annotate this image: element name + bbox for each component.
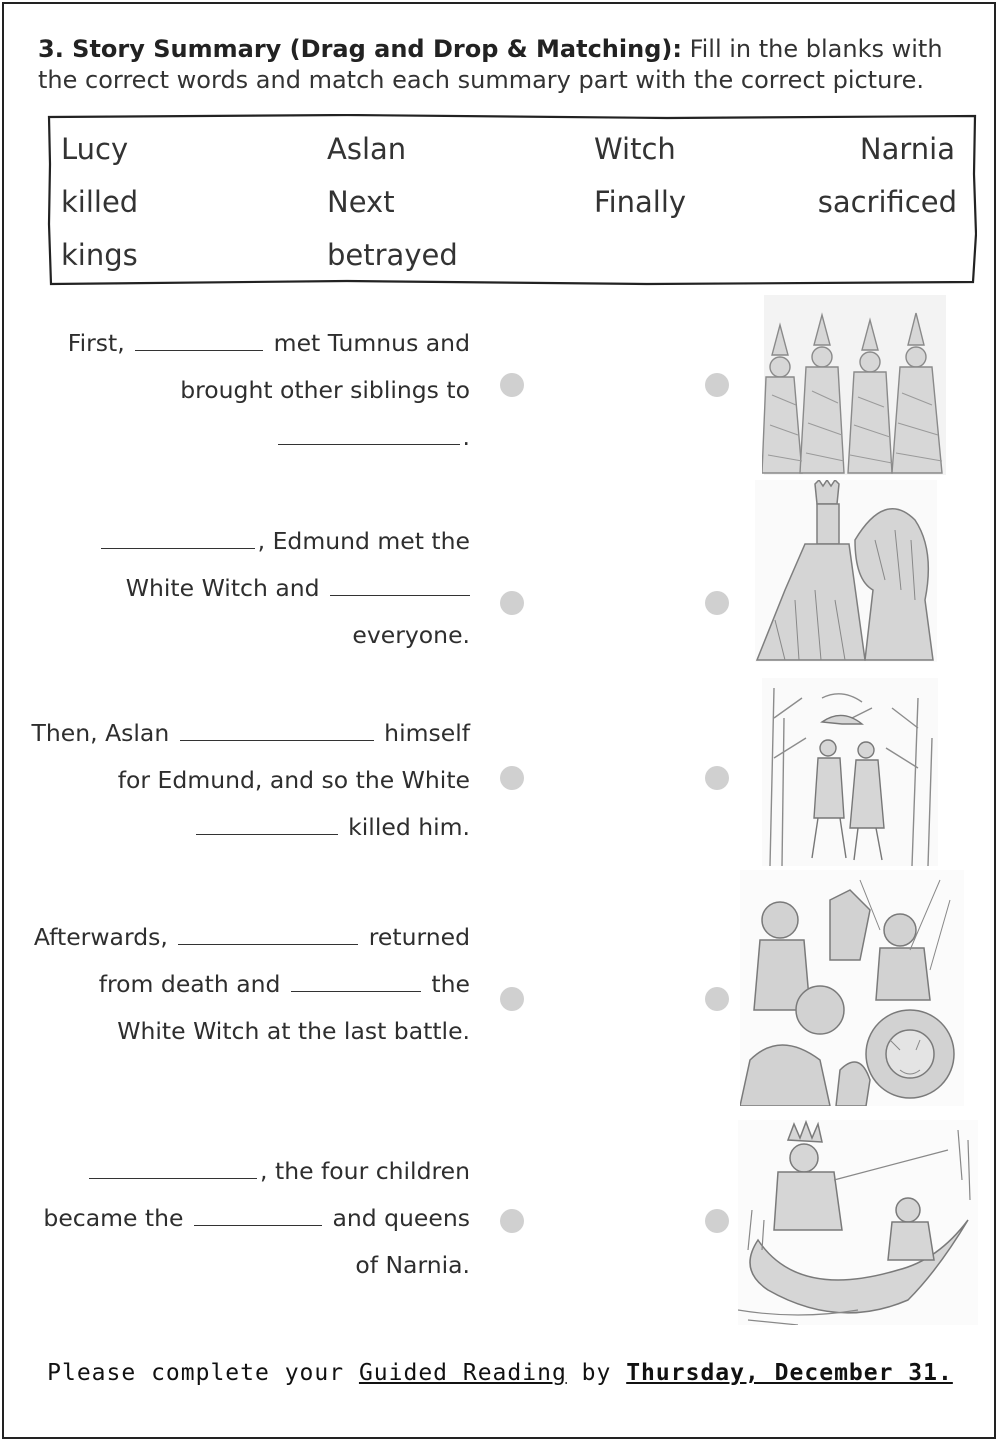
- match-dot-right-2[interactable]: [705, 591, 729, 615]
- match-dot-right-4[interactable]: [705, 987, 729, 1011]
- kings-and-queens-illustration-icon: [762, 295, 948, 477]
- word-tile-lucy[interactable]: Lucy: [61, 132, 129, 166]
- match-dot-left-3[interactable]: [500, 766, 524, 790]
- instructions: [38, 34, 968, 96]
- summary-part-1: First, met Tumnus and brought other siblings to .: [67, 329, 470, 451]
- blank-1b[interactable]: [278, 444, 460, 445]
- blank-4a[interactable]: [178, 944, 358, 945]
- match-dot-left-1[interactable]: [500, 373, 524, 397]
- word-tile-kings[interactable]: kings: [61, 238, 138, 272]
- blank-2a[interactable]: [101, 548, 255, 549]
- blank-3b[interactable]: [196, 834, 338, 835]
- instructions-text: Fill in the blanks with the correct words and match each summary part with the correct picture.: [38, 35, 943, 94]
- match-dot-left-5[interactable]: [500, 1209, 524, 1233]
- blank-2b[interactable]: [330, 595, 470, 596]
- witch-and-dwarf-illustration-icon: [755, 480, 937, 662]
- summary-part-4: Afterwards, returned from death and the White Witch at the last battle.: [33, 923, 470, 1045]
- word-tile-witch[interactable]: Witch: [594, 132, 676, 166]
- summary-part-2: , Edmund met the White Witch and everyone.: [0, 518, 470, 659]
- instructions-heading: 3. Story Summary (Drag and Drop & Matching):: [38, 35, 682, 63]
- guided-reading-link[interactable]: Guided Reading: [358, 1360, 567, 1386]
- word-tile-aslan[interactable]: Aslan: [327, 132, 407, 166]
- summary-part-3: Then, Aslan himself for Edmund, and so the White killed him.: [31, 719, 470, 841]
- match-dot-right-3[interactable]: [705, 766, 729, 790]
- match-dot-left-4[interactable]: [500, 987, 524, 1011]
- match-dot-right-5[interactable]: [705, 1209, 729, 1233]
- word-tile-killed[interactable]: killed: [61, 185, 139, 219]
- blank-5b[interactable]: [194, 1225, 322, 1226]
- blank-5a[interactable]: [89, 1178, 257, 1179]
- blank-3a[interactable]: [180, 740, 374, 741]
- word-tile-next[interactable]: Next: [327, 185, 395, 219]
- footer-note: Please complete your Guided Reading by Thursday, December 31.: [47, 1360, 953, 1386]
- word-tile-betrayed[interactable]: betrayed: [327, 238, 458, 272]
- word-tile-finally[interactable]: Finally: [594, 185, 687, 219]
- match-dot-right-1[interactable]: [705, 373, 729, 397]
- blank-1a[interactable]: [135, 350, 263, 351]
- due-date: Thursday, December 31.: [626, 1360, 953, 1386]
- witch-on-sledge-illustration-icon: [738, 1120, 978, 1325]
- children-in-snowy-forest-illustration-icon: [762, 678, 938, 866]
- lion-and-battle-creatures-illustration-icon: [740, 870, 964, 1106]
- blank-4b[interactable]: [291, 991, 421, 992]
- word-tile-sacrificed[interactable]: sacrificed: [817, 185, 957, 219]
- word-bank: [47, 114, 977, 284]
- summary-part-5: , the four children became the and queens of Narnia.: [43, 1157, 470, 1279]
- word-tile-narnia[interactable]: Narnia: [859, 132, 955, 166]
- match-dot-left-2[interactable]: [500, 591, 524, 615]
